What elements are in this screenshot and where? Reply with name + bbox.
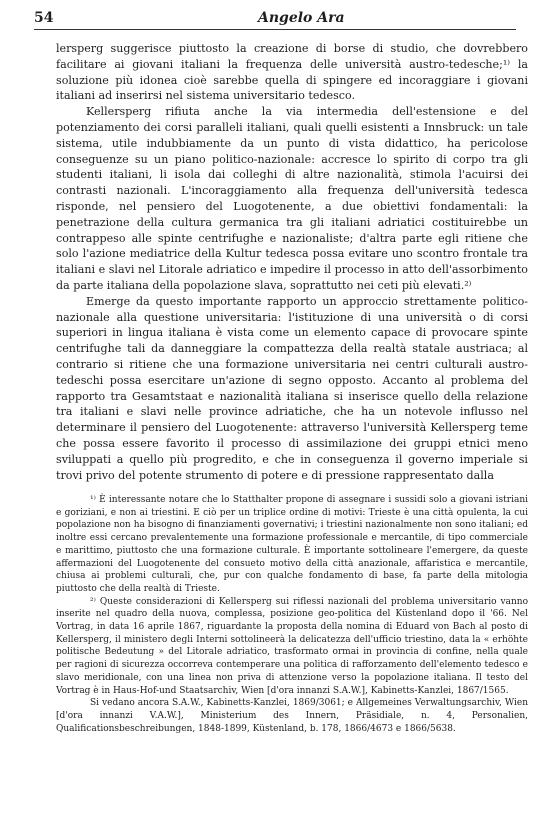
running-head: Angelo Ara <box>258 10 345 26</box>
paragraph-3: Emerge da questo importante rapporto un approccio strettamente politico-nazionale alla questione universitaria: l'istituzione di una università o di corsi superiori in lingua italiana è vista come un elemento capace di provocare spinte centrifughe tali da danneggiare la compattezza della realtà statale austriaca; al contrario si ritiene che una formazione universitaria nei centri culturali austro-tedeschi possa esercitare un'azione di segno opposto. Accanto al problema del rapporto tra Gesamtstaat e nazionalità italiana si inserisce quello della relazione tra italiani e slavi nelle province adriatiche, che ha un notevole influsso nel determinare il pensiero del Luogotenente: attraverso l'università Kellersperg teme che possa essere favorito il processo di assimilazione dei gruppi etnici meno sviluppati a quello più progredito, e che in conseguenza il governo imperiale si trovi privo del potente strumento di potere e di pressione rappresentato dalla <box>56 294 528 482</box>
footnote-2: ²⁾ Queste considerazioni di Kellersperg sui riflessi nazionali del problema universitario vanno inserite nel quadro della nuova, complessa, posizione geo-politica del Küstenland dopo il '66. Nel Vortrag, in data 16 aprile 1867, riguardante la proposta della nomina di Eduard von Bach al posto di Kellersperg, il ministero degli Interni sottolineerà la delicatezza dell'ufficio triestino, data la « erhöhte politische Bedeutung » del Litorale adriatico, trasformato ormai in provincia di confine, nella quale per ragioni di sicurezza occorreva contemperare una politica di rafforzamento dell'elemento tedesco e slavo meridionale, con una linea non priva di attenzione verso la popolazione italiana. Il testo del Vortrag è in Haus-Hof-und Staatsarchiv, Wien [d'ora innanzi S.A.W.], Kabinetts-Kanzlei, 1867/1565. <box>56 596 528 696</box>
body-text <box>56 41 528 483</box>
footnotes <box>56 494 528 735</box>
paragraph-1: lersperg suggerisce piuttosto la creazione di borse di studio, che dovrebbero facilitare ai giovani italiani la frequenza delle università austro-tedesche;¹⁾ la soluzione più idonea cioè sarebbe quella di spingere ed incoraggiare i giovani italiani ad inserirsi nel sistema universitario tedesco. <box>56 42 528 103</box>
header-rule <box>34 29 516 30</box>
footnote-1: ¹⁾ È interessante notare che lo Statthalter propone di assegnare i sussidi solo a giovani istriani e goriziani, e non ai triestini. E ciò per un triplice ordine di motivi: Trieste è una città opulenta, la cui popolazione non ha bisogno di finanziamenti governativi; i triestini nazionalmente non sono italiani; ed inoltre essi cercano prevalentemente una formazione professionale e mercantile, di tipo commerciale e marittimo, piuttosto che una formazione culturale. È importante sottolineare l'emergere, da queste affermazioni del Luogotenente del consueto motivo della città anazionale, affaristica e mercantile, chiusa ai problemi culturali, che, pur con qualche fondamento di base, fa parte della mitologia piuttosto che della realtà di Trieste. <box>56 495 528 594</box>
paragraph-2: Kellersperg rifiuta anche la via intermedia dell'estensione e del potenziamento dei corsi paralleli italiani, quali quelli esistenti a Innsbruck: un tale sistema, utile indubbiamente da un punto di vista didattico, ha pericolose conseguenze su un piano politico-nazionale: accresce lo spirito di corpo tra gli studenti italiani, li isola dai colleghi di altre nazionalità, stimola l'acuirsi dei contrasti nazionali. L'incoraggiamento alla frequenza dell'università tedesca risponde, nel pensiero del Luogotenente, a due obiettivi fondamentali: la penetrazione della cultura germanica tra gli italiani adriatici costituirebbe un contrappeso alle spinte centrifughe e nazionaliste; d'altra parte egli ritiene che solo l'azione mediatrice della Kultur tedesca possa evitare uno scontro frontale tra italiani e slavi nel Litorale adriatico e impedire il processo in atto dell'assorbimento da parte italiana della popolazione slava, soprattutto nei ceti più elevati.²⁾ <box>56 105 528 292</box>
page-number: 54 <box>34 10 54 26</box>
footnote-2-continued: Si vedano ancora S.A.W., Kabinetts-Kanzlei, 1869/3061; e Allgemeines Verwaltungsarchiv, Wien [d'ora innanzi V.A.W.], Ministerium des Innern, Präsidiale, n. 4, Personalien, Qualificationsbeschreibungen, 1848-1899, Küstenland, b. 178, 1866/4673 e 1866/5638. <box>56 698 528 734</box>
